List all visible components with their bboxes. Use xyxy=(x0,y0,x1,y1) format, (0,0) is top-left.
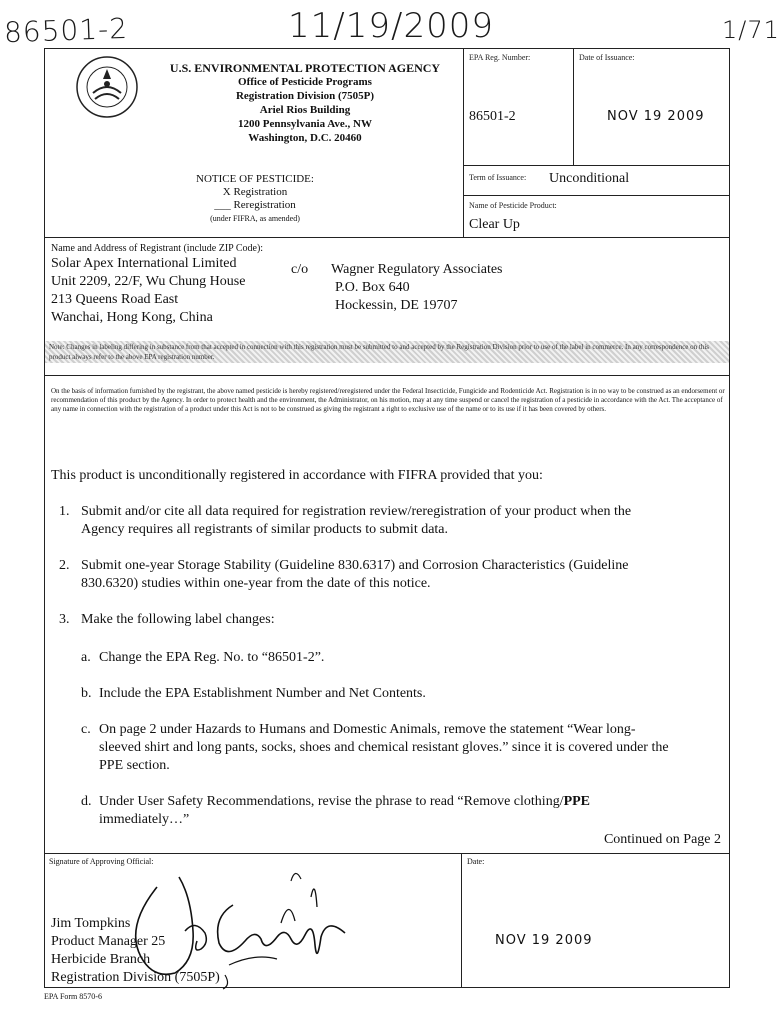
condition-1-number: 1. xyxy=(59,504,70,519)
label-change-d-letter: d. xyxy=(81,794,92,809)
agency-building: Ariel Rios Building xyxy=(259,104,351,116)
registration-basis-text: On the basis of information furnished by the registrant, the above named pesticide is hereby registered/reregistered under the Federal Insecticide, Fungicide and Rodenticide Act. Registration is in no way to be construed as an endorsement or recommendation of this product by the Agency. In order to protect health and the environment, the Administrator, on his motion, may at any time suspend or cancel the registration of a pesticide in accordance with the Act. The acceptance of any name in connection with the registration of a product under this Act is not to be construed as giving the registrant a right to exclusive use of the name or to its use if it has been covered by others. xyxy=(51,387,725,413)
label-change-d-ppe: PPE xyxy=(563,794,591,809)
continued-note: Continued on Page 2 xyxy=(603,832,721,847)
agency-address: 1200 Pennsylvania Ave., NW xyxy=(238,118,372,130)
label-change-a-text: Change the EPA Reg. No. to “86501-2”. xyxy=(99,650,325,665)
date-label: Date: xyxy=(467,857,485,866)
condition-1 xyxy=(59,503,729,543)
label-change-a-letter: a. xyxy=(81,650,91,665)
conditions-intro: This product is unconditionally registered in accordance with FIFRA provided that you: xyxy=(51,468,543,483)
header-divider-1 xyxy=(463,165,729,166)
signatory-title: Product Manager 25 xyxy=(51,934,166,949)
label-change-b-letter: b. xyxy=(81,686,92,701)
condition-2-number: 2. xyxy=(59,558,70,573)
label-change-d-line1-text: Under User Safety Recommendations, revise the phrase to read “Remove clothing/ xyxy=(99,794,564,809)
care-of-line2: Hockessin, DE 19707 xyxy=(335,298,458,313)
epa-reg-value: 86501-2 xyxy=(469,109,516,124)
epa-reg-label: EPA Reg. Number: xyxy=(469,53,531,62)
term-label: Term of Issuance: xyxy=(469,173,527,182)
registrant-label: Name and Address of Registrant (include ZIP Code): xyxy=(51,243,264,254)
handwritten-reg-number: 86501-2 xyxy=(3,11,129,50)
header-bottom-line xyxy=(45,237,729,238)
notice-title: NOTICE OF PESTICIDE: xyxy=(196,173,314,185)
condition-1-line1: Submit and/or cite all data required for registration review/reregistration of your product when the xyxy=(81,504,632,519)
handwritten-page-count: 1/71 xyxy=(722,16,780,44)
signature-date-divider xyxy=(461,853,462,987)
product-label: Name of Pesticide Product: xyxy=(469,201,557,210)
condition-2-line2: 830.6320) studies within one-year from the date of this notice. xyxy=(81,576,431,591)
label-change-c-letter: c. xyxy=(81,722,91,737)
header-divider-vertical xyxy=(463,49,464,237)
issuance-value: NOV 19 2009 xyxy=(607,109,705,124)
notice-of-pesticide xyxy=(155,173,355,225)
notice-registration: X Registration xyxy=(222,186,288,198)
epa-seal-icon xyxy=(75,55,139,119)
condition-1-line2: Agency requires all registrants of similar products to submit data. xyxy=(81,522,449,537)
label-change-c-line2: sleeved shirt and long pants, socks, shoes and chemical resistant gloves.” since it is covered under the xyxy=(99,740,669,755)
condition-3 xyxy=(59,611,729,631)
registrant-name: Solar Apex International Limited xyxy=(51,256,237,271)
label-change-c-line1: On page 2 under Hazards to Humans and Domestic Animals, remove the statement “Wear long- xyxy=(99,722,636,737)
label-change-b xyxy=(81,685,721,705)
label-change-b-text: Include the EPA Establishment Number and Net Contents. xyxy=(99,686,426,701)
label-change-a xyxy=(81,649,721,669)
signatory-name: Jim Tompkins xyxy=(51,916,131,931)
labeling-note: Note: Changes in labeling differing in substance from that accepted in connection with this registration must be submitted to and accepted by the Registration Division prior to use of the label in commerce. In any correspondence on this product always refer to the above EPA registration number. xyxy=(45,341,729,363)
signatory-branch: Herbicide Branch xyxy=(51,952,151,967)
condition-2 xyxy=(59,557,729,597)
note-bottom-line xyxy=(45,375,729,376)
term-value: Unconditional xyxy=(549,171,630,186)
signatory-division: Registration Division (7505P) xyxy=(51,970,220,985)
handwritten-date: 11/19/2009 xyxy=(288,6,494,46)
signature-date-value: NOV 19 2009 xyxy=(495,933,593,948)
product-value: Clear Up xyxy=(469,217,520,232)
label-change-c xyxy=(81,721,727,779)
agency-name: U.S. ENVIRONMENTAL PROTECTION AGENCY xyxy=(169,61,441,75)
reg-date-divider xyxy=(573,49,574,165)
label-change-d-line1 xyxy=(99,793,590,811)
registrant-block xyxy=(51,243,263,327)
condition-3-text: Make the following label changes: xyxy=(81,612,275,627)
care-of-prefix: c/o xyxy=(291,262,309,277)
header-divider-2 xyxy=(463,195,729,196)
issuance-label: Date of Issuance: xyxy=(579,53,635,62)
agency-city: Washington, D.C. 20460 xyxy=(248,132,362,144)
label-change-d xyxy=(81,793,721,833)
care-of-line1: P.O. Box 640 xyxy=(335,280,410,295)
epa-registration-form xyxy=(44,48,730,988)
notice-reregistration: ___ Reregistration xyxy=(214,199,296,211)
registrant-line2: 213 Queens Road East xyxy=(51,292,179,307)
form-number: EPA Form 8570-6 xyxy=(44,992,102,1001)
handwritten-signature xyxy=(105,857,365,987)
agency-office: Office of Pesticide Programs xyxy=(238,76,372,88)
registrant-line3: Wanchai, Hong Kong, China xyxy=(51,310,213,325)
condition-3-number: 3. xyxy=(59,612,70,627)
label-change-c-line3: PPE section. xyxy=(99,758,170,773)
registrant-line1: Unit 2209, 22/F, Wu Chung House xyxy=(51,274,246,289)
signature-block xyxy=(45,853,729,987)
label-change-d-line2: immediately…” xyxy=(99,812,190,827)
care-of-name: Wagner Regulatory Associates xyxy=(331,262,503,277)
agency-header xyxy=(155,61,455,145)
notice-fifra: (under FIFRA, as amended) xyxy=(210,214,300,223)
signature-top-line xyxy=(45,853,729,854)
agency-division: Registration Division (7505P) xyxy=(235,90,375,102)
signature-label: Signature of Approving Official: xyxy=(49,857,154,866)
condition-2-line1: Submit one-year Storage Stability (Guideline 830.6317) and Corrosion Characteristics (Guideline xyxy=(81,558,629,573)
